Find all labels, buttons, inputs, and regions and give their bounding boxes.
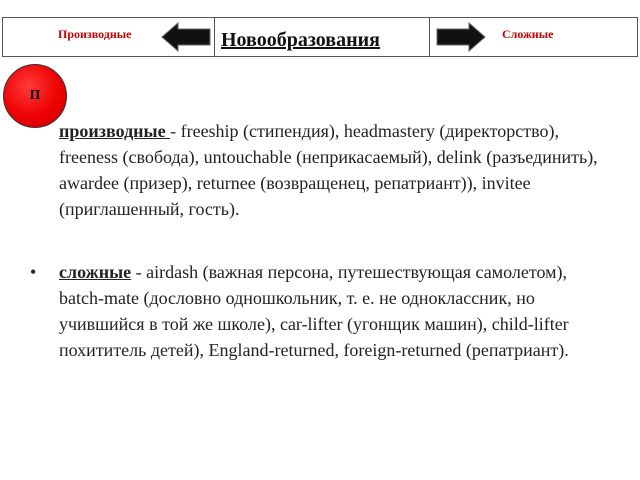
- term-derived: производные: [59, 121, 171, 141]
- list-item-derived: [30, 118, 610, 222]
- next-link[interactable]: Сложные: [502, 27, 554, 41]
- item-text-compound: - airdash (важная персона, путешествующая самолетом), batch-mate (дословно одношкольник, т. е. не одноклассник, но учившийся в той же школе), car-lifter (угонщик машин), child-lifter похититель детей), England-returned, foreign-returned (репатриант).: [59, 262, 569, 360]
- bullet: •: [30, 262, 37, 282]
- section-title: Новообразования: [221, 29, 380, 51]
- nav-cell-prev: [3, 18, 215, 56]
- list-item-compound: [30, 259, 610, 363]
- prev-link[interactable]: Производные: [58, 27, 132, 41]
- term-compound: сложные: [59, 262, 132, 282]
- nav-cell-title: [215, 18, 430, 56]
- arrow-right-icon[interactable]: [435, 21, 487, 53]
- navigation-bar: [2, 17, 638, 57]
- content-body: [30, 118, 610, 363]
- item-text-derived: - freeship (стипендия), headmastery (директорство), freeness (свобода), untouchable (неприкасаемый), delink (разъединить), awardee (призер), returnee (возвращенец, репатриант)), invitee (приглашенный, гость).: [59, 121, 598, 219]
- badge-circle[interactable]: П: [3, 64, 67, 128]
- nav-cell-next: [430, 18, 637, 56]
- arrow-left-icon[interactable]: [160, 21, 212, 53]
